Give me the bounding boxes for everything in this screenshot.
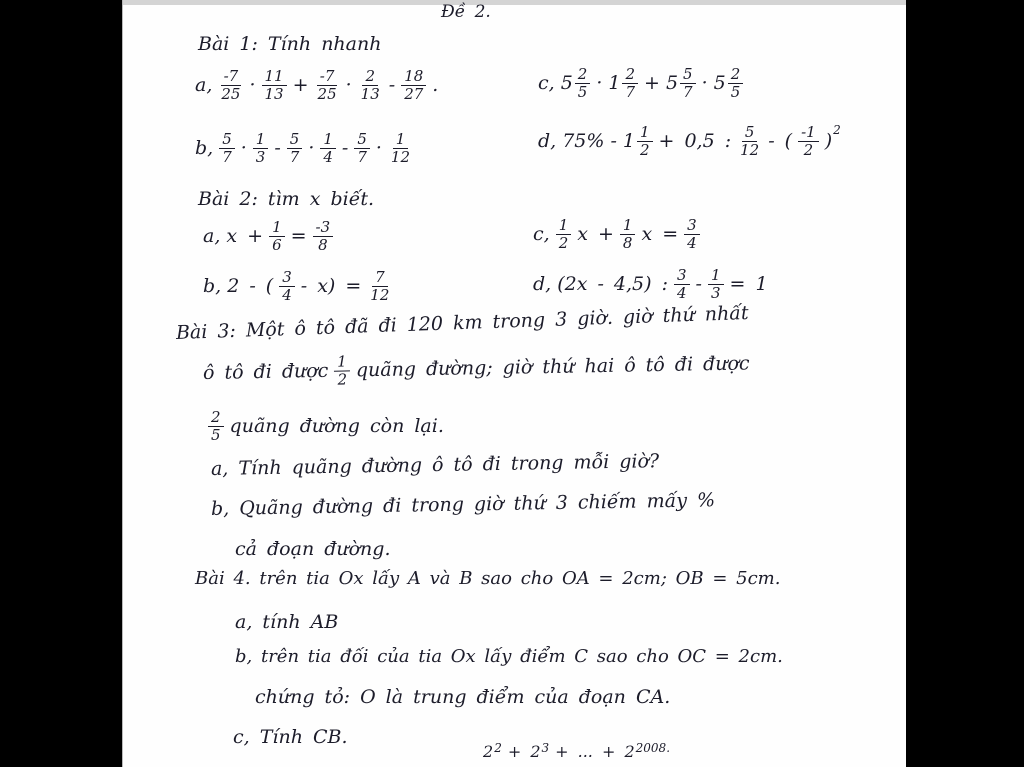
fraction-numerator: 18 [401,68,426,86]
expression-text: 75% [562,130,605,153]
fraction [367,269,392,305]
fraction-numerator: 1 [620,217,636,235]
expression-text: x + [226,225,264,248]
expression-text: c, [533,223,550,246]
mixed-number-whole: 1 [622,130,635,153]
fraction-denominator: 7 [625,83,636,102]
fraction-denominator: 3 [710,284,721,303]
fraction-numerator: 1 [253,131,269,149]
expression-text: - [274,137,281,160]
mixed-number-whole: 5 [665,72,679,95]
expression-text: · [701,72,708,95]
expression-text: x + [577,223,614,246]
fraction-denominator: 7 [683,83,693,102]
exercise-3b-continued: cả đoạn đường. [235,538,391,560]
fraction [358,68,383,104]
expression-text: + [644,72,660,95]
exercise-3-line-3 [208,409,444,445]
fraction-denominator: 4 [323,148,333,167]
fraction [287,131,303,167]
fraction [354,131,370,167]
fraction [401,68,426,104]
exercise-4c: c, Tính CB. [233,726,348,748]
expression-text: - [388,74,396,97]
exponent: 2 [494,741,502,755]
exercise-2-title: Bài 2: tìm x biết. [198,188,375,210]
expression-text: · [345,74,352,97]
fraction-denominator: 8 [318,236,328,255]
fraction-denominator: 5 [730,83,741,102]
expression-text: d, [533,273,552,296]
exercise-1d [538,124,841,160]
exponent: 3 [541,741,550,755]
fraction-numerator: 1 [320,131,336,149]
expression-text: = 1 [729,273,768,296]
fraction-numerator: 1 [393,131,409,149]
fraction-denominator: 4 [677,284,687,303]
partial-bottom-line [483,742,670,761]
fraction [218,68,243,104]
fraction-numerator: 1 [637,124,653,142]
expression-text: quãng đường còn lại. [229,415,444,438]
fraction [737,124,762,160]
fraction-denominator: 5 [211,426,221,445]
exponent: 2008. [635,741,671,755]
fraction-numerator: -3 [313,219,334,237]
fraction [320,131,336,167]
exercise-3-line-2 [203,346,750,391]
fraction-numerator: 3 [279,269,295,287]
exercise-3a: a, Tính quãng đường ô tô đi trong mỗi giờ? [210,450,660,480]
fraction-denominator: 2 [558,234,569,253]
fraction-denominator: 7 [357,148,367,167]
fraction-denominator: 25 [221,85,241,104]
expression-text: + 2 [507,742,541,761]
fraction [622,66,638,102]
exercise-2b [203,269,392,305]
fraction [208,409,224,445]
expression-text: + [292,74,309,97]
expression-text: b, [203,275,222,298]
mixed-number-whole: 1 [608,72,621,95]
fraction-numerator: 2 [575,66,591,84]
exercise-1-title: Bài 1: Tính nhanh [198,33,382,55]
fraction-numerator: 7 [372,269,388,287]
fraction-denominator: 25 [317,85,337,104]
fraction [219,131,235,167]
expression-text: - ( [768,130,793,153]
fraction-numerator: 5 [680,66,696,84]
fraction-numerator: 1 [556,217,572,235]
exercise-1a [195,68,438,104]
exercise-1b [195,131,413,167]
expression-text: - [341,137,349,160]
fraction-denominator: 12 [390,148,411,167]
expression-text: · [375,137,382,160]
fraction-denominator: 12 [370,286,390,305]
fraction-numerator: -7 [317,68,338,86]
fraction-numerator: 5 [287,131,303,149]
expression-text: quãng đường; giờ thứ hai ô tô đi được [355,352,750,382]
expression-text: c, [538,72,555,95]
expression-text: · [249,74,256,97]
fraction [575,66,591,102]
fraction-denominator: 5 [577,83,588,102]
expression-text: · [308,137,315,160]
fraction [637,124,653,160]
expression-text: ô tô đi được [202,360,329,385]
fraction-denominator: 8 [622,234,633,253]
mixed-number-whole: 5 [560,72,573,95]
fraction-numerator: 1 [708,267,724,285]
expression-text: (2x - 4,5) : [557,273,668,296]
fraction-numerator: 5 [742,124,758,142]
fraction-denominator: 3 [255,148,266,167]
expression-text: a, [203,225,221,248]
fraction-numerator: 5 [219,131,235,149]
expression-text: = [290,225,307,248]
expression-text: · [240,137,247,160]
page-top-edge [123,0,906,5]
fraction [708,267,724,303]
expression-text: x = [641,223,679,246]
fraction-denominator: 2 [337,370,348,389]
fraction-denominator: 2 [639,141,650,160]
expression-text: ) [824,130,833,153]
fraction [674,267,690,303]
fraction-denominator: 7 [222,148,232,167]
exercise-2a [203,219,333,255]
fraction-denominator: 12 [740,141,760,160]
fraction [313,219,334,255]
expression-text: + ... + 2 [555,742,635,761]
exercise-4b-continued: chứng tỏ: O là trung điểm của đoạn CA. [255,686,671,708]
fraction-denominator: 4 [687,234,697,253]
expression-text: · [596,72,603,95]
fraction-numerator: 2 [208,409,224,427]
fraction [334,353,350,389]
fraction-denominator: 2 [803,141,814,160]
fraction [269,219,285,255]
fraction-numerator: 3 [674,267,690,285]
fraction [315,68,340,104]
expression-text: - x) = [300,275,362,298]
fraction [680,66,696,102]
fraction-numerator: 1 [269,219,285,237]
exercise-4a: a, tính AB [235,611,339,633]
fraction-denominator: 13 [264,85,284,104]
fraction-numerator: 2 [622,66,638,84]
fraction-numerator: 2 [728,66,744,84]
fraction [262,68,287,104]
exponent: 2 [833,123,841,137]
exercise-4b: b, trên tia đối của tia Ox lấy điểm C sao cho OC = 2cm. [235,646,783,667]
expression-text: - [610,130,617,153]
mixed-number-whole: 5 [713,72,726,95]
exercise-1c [538,66,743,102]
expression-text: 2 [483,742,494,761]
fraction-denominator: 4 [282,286,292,305]
expression-text: a, [195,74,213,97]
fraction-numerator: 11 [262,68,287,86]
fraction-denominator: 27 [404,85,424,104]
expression-text: 2 - ( [227,275,274,298]
fraction-numerator: 1 [334,353,350,372]
fraction-denominator: 6 [272,236,282,255]
expression-text: . [432,74,439,97]
expression-text: b, [195,137,214,160]
fraction [798,124,819,160]
fraction [684,217,700,253]
exercise-2d [533,267,768,303]
exam-title: Đề 2. [441,2,491,22]
exercise-3b: b, Quãng đường đi trong giờ thứ 3 chiếm mấy % [210,489,716,520]
fraction-numerator: -1 [798,124,819,142]
fraction-denominator: 13 [360,85,380,104]
fraction [279,269,295,305]
fraction [728,66,744,102]
exercise-3-line-1: Bài 3: Một ô tô đã đi 120 km trong 3 giờ. giờ thứ nhất [175,302,749,344]
fraction [556,217,572,253]
expression-text: - [695,273,702,296]
fraction [620,217,636,253]
fraction-numerator: -7 [221,68,242,86]
fraction-denominator: 7 [289,148,300,167]
fraction-numerator: 2 [362,68,378,86]
exercise-4-statement: Bài 4. trên tia Ox lấy A và B sao cho OA = 2cm; OB = 5cm. [195,568,781,589]
exercise-2c [533,217,700,253]
fraction [388,131,413,167]
expression-text: + 0,5 : [658,130,732,153]
fraction-numerator: 5 [354,131,370,149]
expression-text: d, [538,130,557,153]
fraction [253,131,269,167]
fraction-numerator: 3 [684,217,700,235]
worksheet-page [122,0,906,767]
